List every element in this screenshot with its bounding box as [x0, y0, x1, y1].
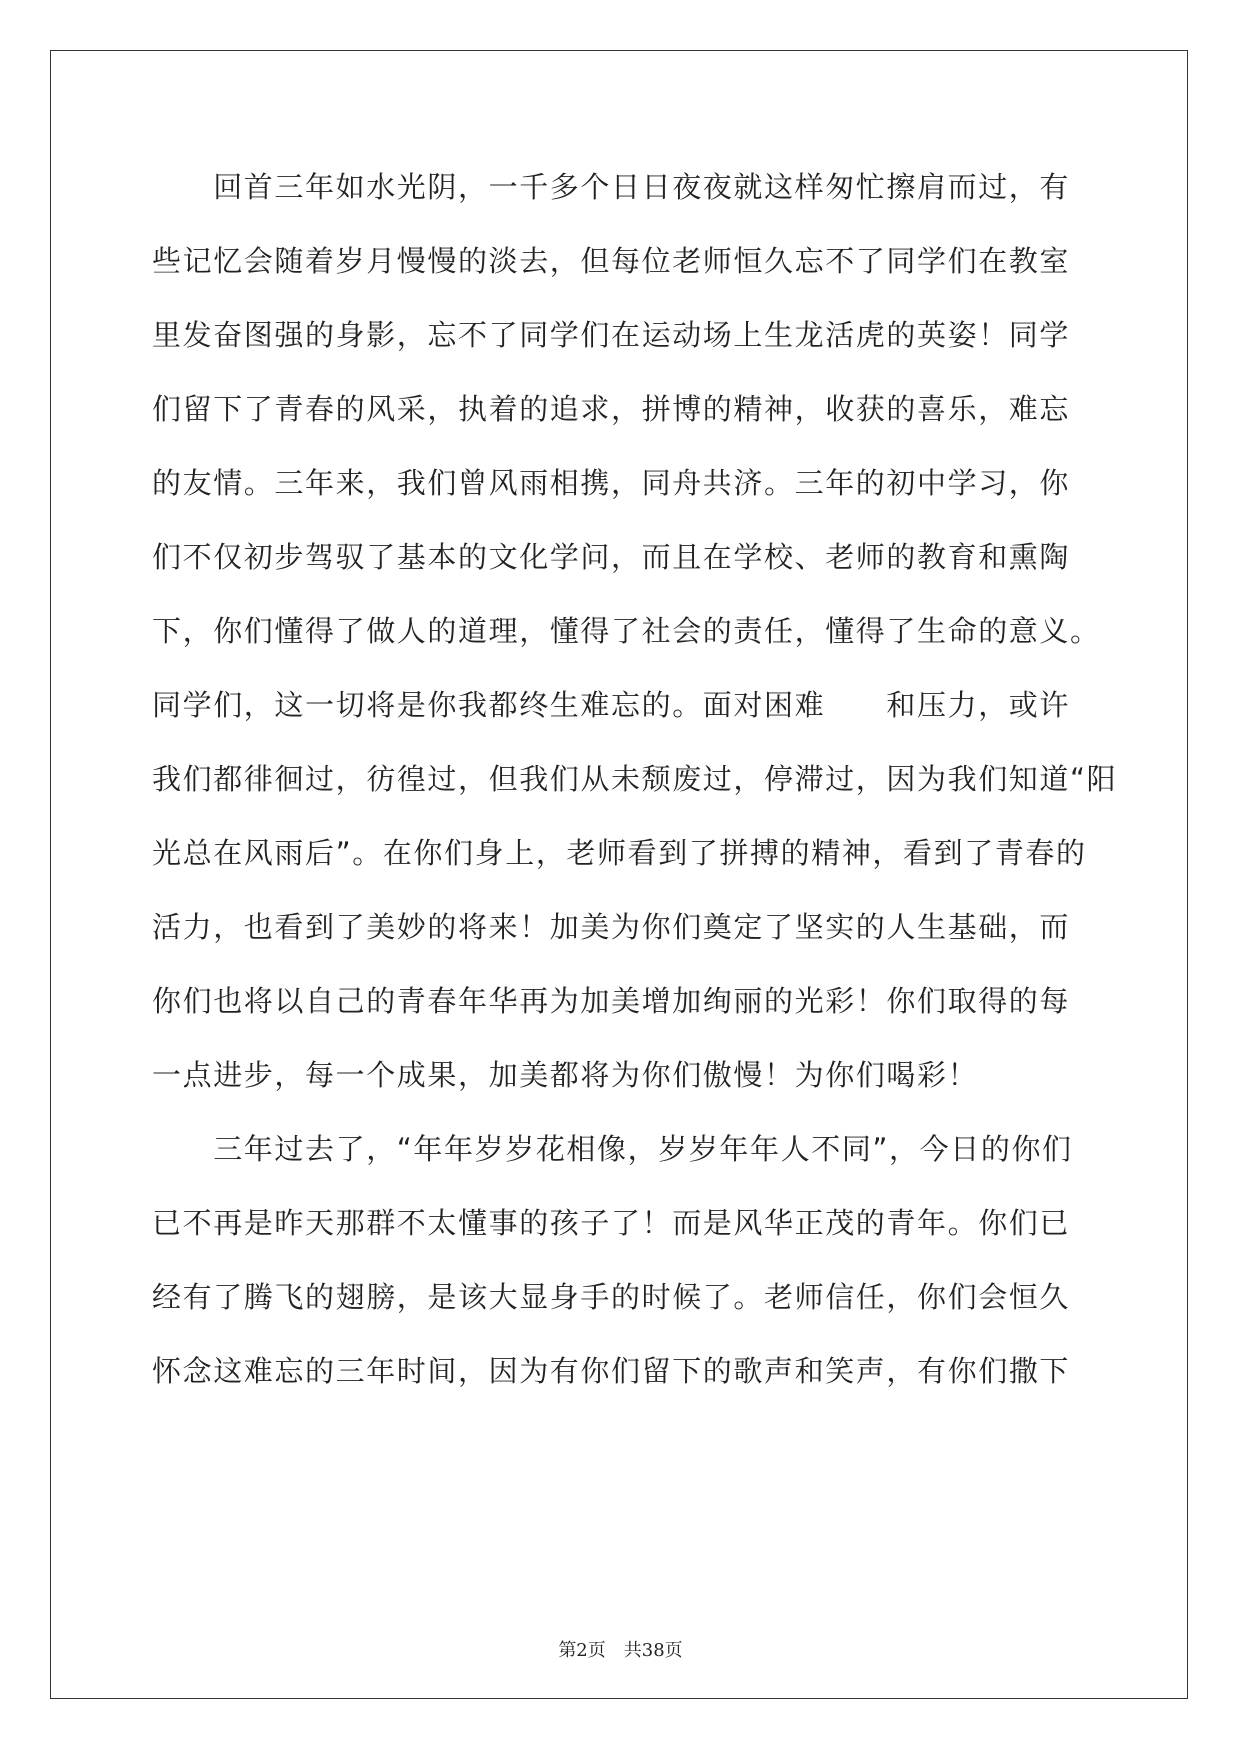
- page-border: [50, 50, 1188, 1699]
- text-line: 们留下了青春的风采，执着的追求，拼博的精神，收获的喜乐，难忘: [152, 392, 1071, 426]
- text-line: 活力，也看到了美妙的将来！加美为你们奠定了坚实的人生基础，而: [152, 910, 1071, 944]
- text-line: 经有了腾飞的翅膀，是该大显身手的时候了。老师信任，你们会恒久: [152, 1280, 1071, 1314]
- text-line: 一点进步，每一个成果，加美都将为你们傲慢！为你们喝彩！: [152, 1058, 979, 1092]
- text-line: 回首三年如水光阴，一千多个日日夜夜就这样匆忙擦肩而过，有: [152, 170, 1071, 204]
- text-line: 些记忆会随着岁月慢慢的淡去，但每位老师恒久忘不了同学们在教室: [152, 244, 1071, 278]
- page-number-footer: 第2页 共38页: [558, 1640, 683, 1661]
- text-line: 三年过去了，“年年岁岁花相像，岁岁年年人不同”，今日的你们: [152, 1132, 1073, 1166]
- text-line: 的友情。三年来，我们曾风雨相携，同舟共济。三年的初中学习，你: [152, 466, 1071, 500]
- text-line: 已不再是昨天那群不太懂事的孩子了！而是风华正茂的青年。你们已: [152, 1206, 1071, 1240]
- text-line: 们不仅初步驾驭了基本的文化学问，而且在学校、老师的教育和熏陶: [152, 540, 1071, 574]
- text-line: 里发奋图强的身影，忘不了同学们在运动场上生龙活虎的英姿！同学: [152, 318, 1071, 352]
- text-line: 光总在风雨后”。在你们身上，老师看到了拼搏的精神，看到了青春的: [152, 836, 1087, 870]
- text-line: 同学们，这一切将是你我都终生难忘的。面对困难 和压力，或许: [152, 688, 1071, 722]
- text-line: 怀念这难忘的三年时间，因为有你们留下的歌声和笑声，有你们撒下: [152, 1354, 1071, 1388]
- text-line: 我们都徘徊过，彷徨过，但我们从未颓废过，停滞过，因为我们知道“阳: [152, 762, 1118, 796]
- text-line: 你们也将以自己的青春年华再为加美增加绚丽的光彩！你们取得的每: [152, 984, 1071, 1018]
- text-line: 下，你们懂得了做人的道理，懂得了社会的责任，懂得了生命的意义。: [152, 614, 1101, 648]
